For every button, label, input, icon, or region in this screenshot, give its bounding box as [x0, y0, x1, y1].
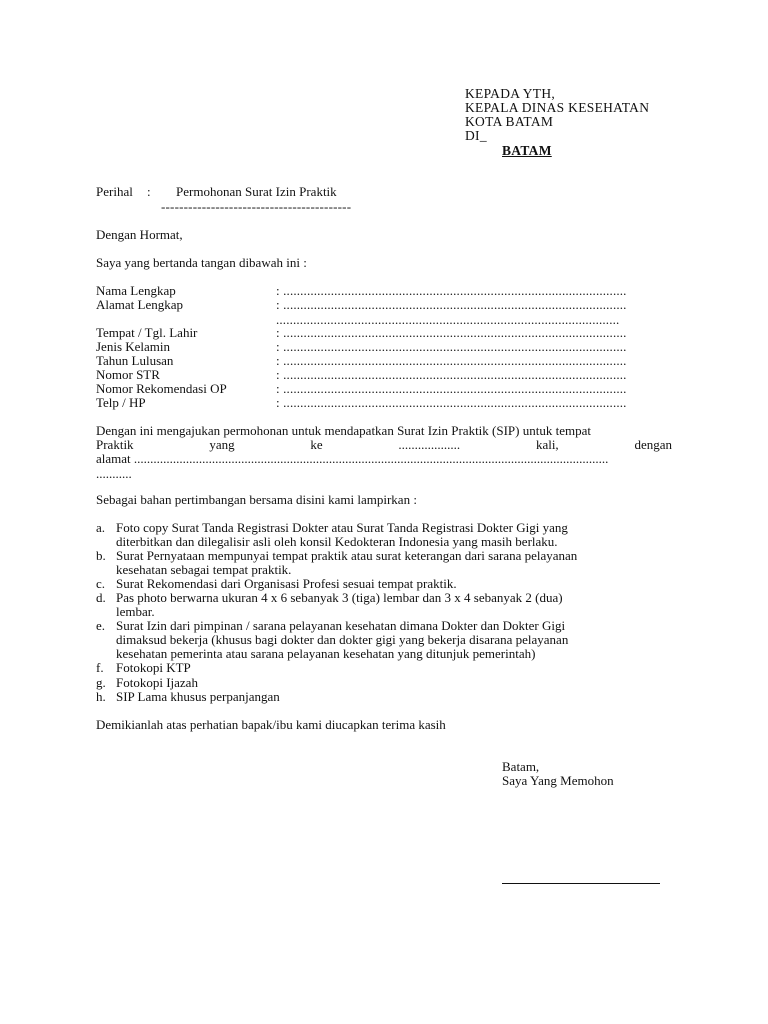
list-item-text: Surat Izin dari pimpinan / sarana pelayanan kesehatan dimana Dokter dan Dokter Gigi: [116, 618, 566, 633]
recipient-line-2: KEPALA DINAS KESEHATAN: [465, 100, 650, 115]
list-item-text: Fotokopi Ijazah: [116, 675, 198, 690]
list-item-letter: g.: [96, 675, 106, 690]
request-line-2: [96, 438, 672, 452]
list-item-text: Surat Rekomendasi dari Organisasi Profesi sesuai tempat praktik.: [116, 576, 457, 591]
request-line-4: ...........: [96, 466, 132, 481]
recipient-line-1: KEPADA YTH,: [465, 86, 556, 101]
list-item-text: diterbitkan dan dilegalisir asli oleh konsil Kedokteran Indonesia yang masih berlaku.: [116, 534, 558, 549]
list-item-text: kesehatan sebagai tempat praktik.: [116, 562, 292, 577]
perihal-label: Perihal: [96, 184, 133, 199]
field-label-alamat: Alamat Lengkap: [96, 297, 183, 312]
signature-place: Batam,: [502, 759, 540, 774]
list-item-text: lembar.: [116, 604, 155, 619]
signature-title: Saya Yang Memohon: [502, 773, 614, 788]
field-value-alamat: : .....................................................................................................: [276, 297, 627, 312]
field-value-tahun-lulusan: : .....................................................................................................: [276, 353, 627, 368]
perihal-dashes: ------------------------------------------: [161, 199, 352, 214]
recipient-line-4: DI_: [465, 128, 487, 143]
field-label-nomor-str: Nomor STR: [96, 367, 160, 382]
intro-text: Saya yang bertanda tangan dibawah ini :: [96, 255, 307, 270]
list-item-letter: a.: [96, 520, 106, 535]
signature-line: [502, 883, 660, 884]
field-value-rekomendasi-op: : .....................................................................................................: [276, 381, 627, 396]
list-item-letter: f.: [96, 660, 104, 675]
perihal-value: Permohonan Surat Izin Praktik: [176, 184, 337, 199]
field-label-rekomendasi-op: Nomor Rekomendasi OP: [96, 381, 227, 396]
list-item-text: Pas photo berwarna ukuran 4 x 6 sebanyak 3 (tiga) lembar dan 3 x 4 sebanyak 2 (dua): [116, 590, 563, 605]
list-item-letter: d.: [96, 590, 106, 605]
field-label-telp: Telp / HP: [96, 395, 146, 410]
field-label-ttl: Tempat / Tgl. Lahir: [96, 325, 198, 340]
list-item-letter: e.: [96, 618, 106, 633]
field-value-ttl: : .....................................................................................................: [276, 325, 627, 340]
request-word: dengan: [634, 437, 672, 452]
field-label-jenis-kelamin: Jenis Kelamin: [96, 339, 171, 354]
list-item-text: Fotokopi KTP: [116, 660, 191, 675]
request-word: ...................: [398, 437, 461, 452]
list-item-letter: c.: [96, 576, 106, 591]
request-word: kali,: [535, 437, 559, 452]
field-label-tahun-lulusan: Tahun Lulusan: [96, 353, 174, 368]
recipient-city: BATAM: [502, 143, 552, 158]
recipient-line-3: KOTA BATAM: [465, 114, 554, 129]
list-item-text: Surat Pernyataan mempunyai tempat praktik atau surat keterangan dari sarana pelayanan: [116, 548, 578, 563]
list-item-text: Foto copy Surat Tanda Registrasi Dokter atau Surat Tanda Registrasi Dokter Gigi yang: [116, 520, 568, 535]
request-line-3: alamat ..................................................................................................................................................: [96, 451, 609, 466]
list-item-text: kesehatan pemerinta atau sarana pelayanan kesehatan yang ditunjuk pemerintah): [116, 646, 536, 661]
field-value-nomor-str: : .....................................................................................................: [276, 367, 627, 382]
list-item-letter: b.: [96, 548, 106, 563]
list-item-text: SIP Lama khusus perpanjangan: [116, 689, 280, 704]
closing-text: Demikianlah atas perhatian bapak/ibu kami diucapkan terima kasih: [96, 717, 446, 732]
request-word: yang: [209, 437, 235, 452]
field-label-nama: Nama Lengkap: [96, 283, 176, 298]
perihal-separator: :: [147, 184, 151, 199]
request-word: Praktik: [96, 437, 134, 452]
attachments-intro: Sebagai bahan pertimbangan bersama disini kami lampirkan :: [96, 492, 417, 507]
list-item-letter: h.: [96, 689, 106, 704]
field-value-alamat-2: .....................................................................................................: [276, 312, 620, 327]
field-value-nama: : .....................................................................................................: [276, 283, 627, 298]
request-line-1: Dengan ini mengajukan permohonan untuk mendapatkan Surat Izin Praktik (SIP) untuk tempat: [96, 423, 591, 438]
greeting: Dengan Hormat,: [96, 227, 183, 242]
request-word: ke: [310, 437, 323, 452]
list-item-text: dimaksud bekerja (khusus bagi dokter dan dokter gigi yang bekerja disarana pelayanan: [116, 632, 569, 647]
field-value-jenis-kelamin: : .....................................................................................................: [276, 339, 627, 354]
field-value-telp: : .....................................................................................................: [276, 395, 627, 410]
